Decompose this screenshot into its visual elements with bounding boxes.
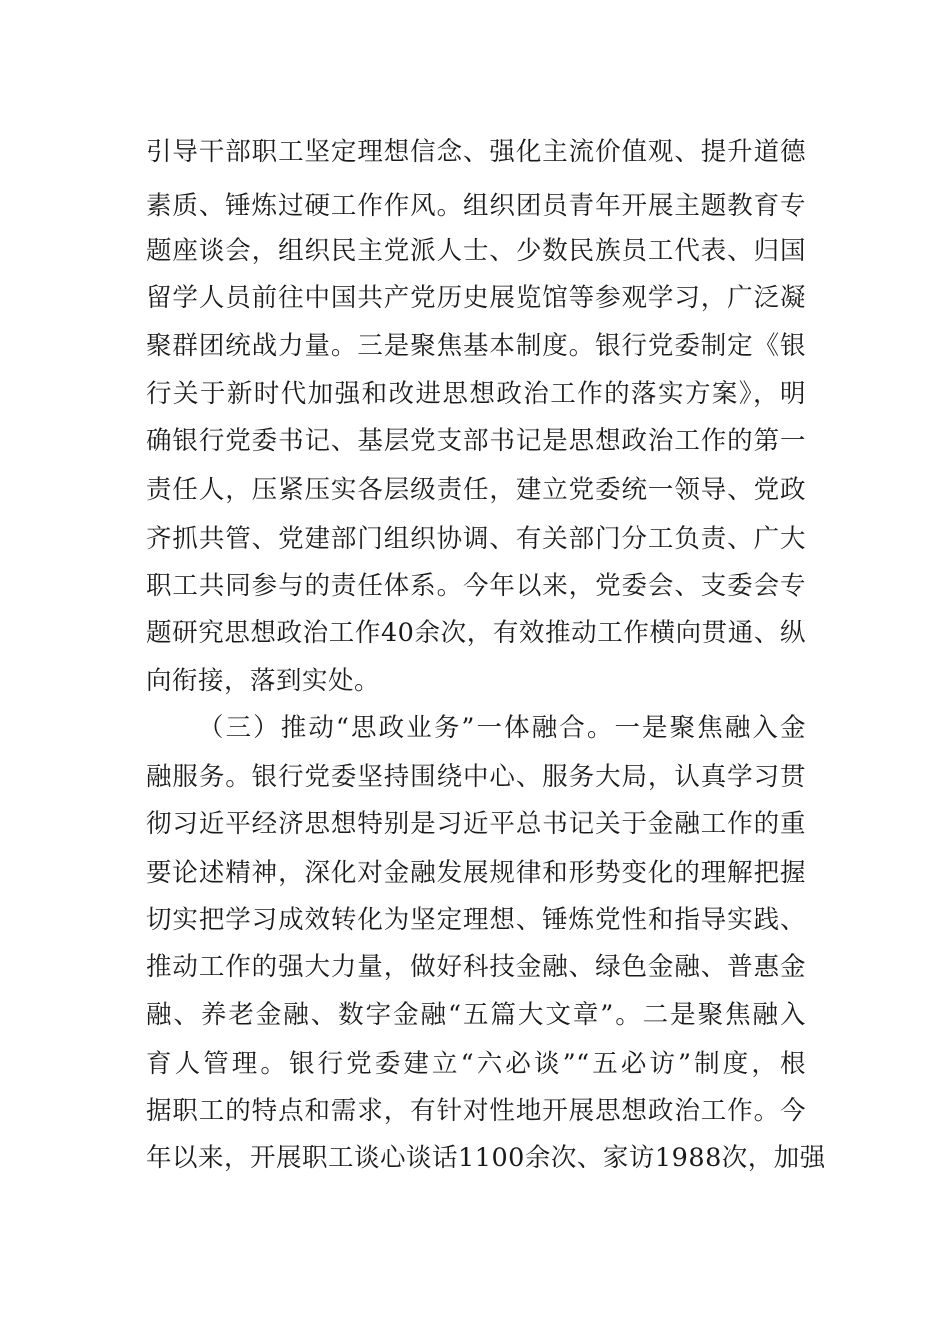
text-line: 融、养老金融、数字金融“五篇大文章”。二是聚焦融入 xyxy=(146,1000,806,1030)
text-line: 向衔接，落到实处。 xyxy=(146,666,381,696)
text-line: 责任人，压紧压实各层级责任，建立党委统一领导、党政 xyxy=(146,475,806,505)
text-line: 融服务。银行党委坚持围绕中心、服务大局，认真学习贯 xyxy=(146,762,806,792)
text-line: 要论述精神，深化对金融发展规律和形势变化的理解把握 xyxy=(146,858,806,888)
text-line: 年以来，开展职工谈心谈话1100余次、家访1988次，加强 xyxy=(146,1143,826,1173)
text-line: 职工共同参与的责任体系。今年以来，党委会、支委会专 xyxy=(146,571,806,601)
text-line: 齐抓共管、党建部门组织协调、有关部门分工负责、广大 xyxy=(146,524,806,554)
text-line: 育人管理。银行党委建立“六必谈”“五必访”制度，根 xyxy=(146,1049,806,1079)
text-line: 彻习近平经济思想特别是习近平总书记关于金融工作的重 xyxy=(146,809,806,839)
text-line: 行关于新时代加强和改进思想政治工作的落实方案》，明 xyxy=(146,379,806,409)
text-line: 题座谈会，组织民主党派人士、少数民族员工代表、归国 xyxy=(146,236,806,266)
text-line: 素质、锤炼过硬工作作风。组织团员青年开展主题教育专 xyxy=(146,191,806,221)
text-line: 确银行党委书记、基层党支部书记是思想政治工作的第一 xyxy=(146,426,806,456)
text-line: 推动工作的强大力量，做好科技金融、绿色金融、普惠金 xyxy=(146,952,806,982)
text-line: 聚群团统战力量。三是聚焦基本制度。银行党委制定《银 xyxy=(146,331,806,361)
text-line: 据职工的特点和需求，有针对性地开展思想政治工作。今 xyxy=(146,1096,806,1126)
text-line: 题研究思想政治工作40余次，有效推动工作横向贯通、纵 xyxy=(146,618,806,648)
text-line: 留学人员前往中国共产党历史展览馆等参观学习，广泛凝 xyxy=(146,283,806,313)
text-line: 切实把学习成效转化为坚定理想、锤炼党性和指导实践、 xyxy=(146,905,806,935)
text-line: 引导干部职工坚定理想信念、强化主流价值观、提升道德 xyxy=(146,137,806,167)
section-heading-line: （三）推动“思政业务”一体融合。一是聚焦融入金 xyxy=(198,713,806,743)
